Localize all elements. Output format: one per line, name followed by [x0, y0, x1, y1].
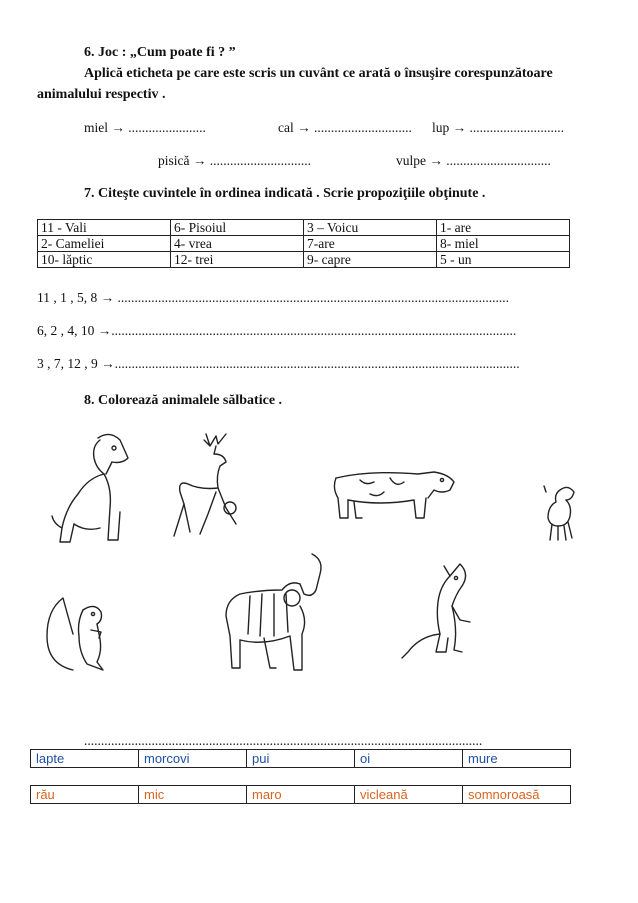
table-row [31, 750, 571, 768]
answer-miel [84, 120, 206, 136]
answer-blank[interactable]: → ............................... [426, 153, 551, 168]
sequence-line-1[interactable]: 11 , 1 , 5, 8 → .................................................................................................................... [37, 290, 509, 305]
table-row [38, 220, 570, 236]
animal-label: lup [432, 120, 450, 135]
exercise6-instruction-line1: Aplică eticheta pe care este scris un cuvânt ce arată o însuşire corespunzătoare [84, 66, 553, 81]
table-row [31, 786, 571, 804]
exercise6-instruction-line2: animalului respectiv . [37, 87, 166, 102]
squirrel-icon[interactable] [43, 590, 123, 680]
tags-table-row-2 [30, 785, 571, 804]
tag-label[interactable]: pui [247, 750, 355, 768]
answer-line[interactable]: ...................................................................................................................... [84, 733, 483, 748]
deer-icon[interactable] [170, 432, 250, 542]
answer-vulpe [396, 153, 551, 169]
table-row [38, 252, 570, 268]
answer-blank[interactable]: → ....................... [108, 120, 206, 135]
animal-label: cal [278, 120, 294, 135]
lamb-icon[interactable] [540, 482, 580, 542]
word-cell: 10- lăptic [38, 252, 171, 268]
tag-label[interactable]: morcovi [139, 750, 247, 768]
cow-icon[interactable] [330, 468, 458, 522]
answer-blank[interactable]: → ............................. [293, 120, 412, 135]
word-cell: 4- vrea [171, 236, 304, 252]
animal-label: miel [84, 120, 108, 135]
tag-label[interactable]: rău [31, 786, 139, 804]
exercise6-title: 6. Joc : „Cum poate fi ? ” [84, 45, 236, 60]
word-cell: 1- are [437, 220, 570, 236]
tag-label[interactable]: somnoroasă [463, 786, 571, 804]
word-cell: 7-are [304, 236, 437, 252]
zebra-icon[interactable] [220, 550, 330, 678]
tag-label[interactable]: oi [355, 750, 463, 768]
word-cell: 5 - un [437, 252, 570, 268]
exercise8-title: 8. Colorează animalele sălbatice . [84, 393, 283, 408]
tag-label[interactable]: mic [139, 786, 247, 804]
answer-blank[interactable]: → .............................. [189, 153, 311, 168]
tag-label[interactable]: maro [247, 786, 355, 804]
tag-label[interactable]: lapte [31, 750, 139, 768]
words-table [37, 219, 570, 268]
answer-lup [432, 120, 564, 136]
word-cell: 8- miel [437, 236, 570, 252]
fox-icon[interactable] [400, 560, 480, 660]
word-cell: 9- capre [304, 252, 437, 268]
animal-label: pisică [158, 153, 190, 168]
word-cell: 3 – Voicu [304, 220, 437, 236]
exercise7-title: 7. Citeşte cuvintele în ordinea indicată . Scrie propoziţiile obţinute . [84, 186, 486, 201]
tag-label[interactable]: mure [463, 750, 571, 768]
answer-cal [278, 120, 412, 136]
word-cell: 12- trei [171, 252, 304, 268]
word-cell: 6- Pisoiul [171, 220, 304, 236]
animal-label: vulpe [396, 153, 426, 168]
sequence-line-3[interactable]: 3 , 7, 12 , 9 →........................................................................................................................ [37, 356, 520, 371]
tag-label[interactable]: vicleană [355, 786, 463, 804]
sequence-line-2[interactable]: 6, 2 , 4, 10 →........................................................................................................................ [37, 323, 517, 338]
dog-icon[interactable] [48, 428, 143, 546]
word-cell: 2- Cameliei [38, 236, 171, 252]
table-row [38, 236, 570, 252]
tags-table-row-1 [30, 749, 571, 768]
answer-pisica [158, 153, 311, 169]
answer-blank[interactable]: → ............................ [449, 120, 565, 135]
word-cell: 11 - Vali [38, 220, 171, 236]
